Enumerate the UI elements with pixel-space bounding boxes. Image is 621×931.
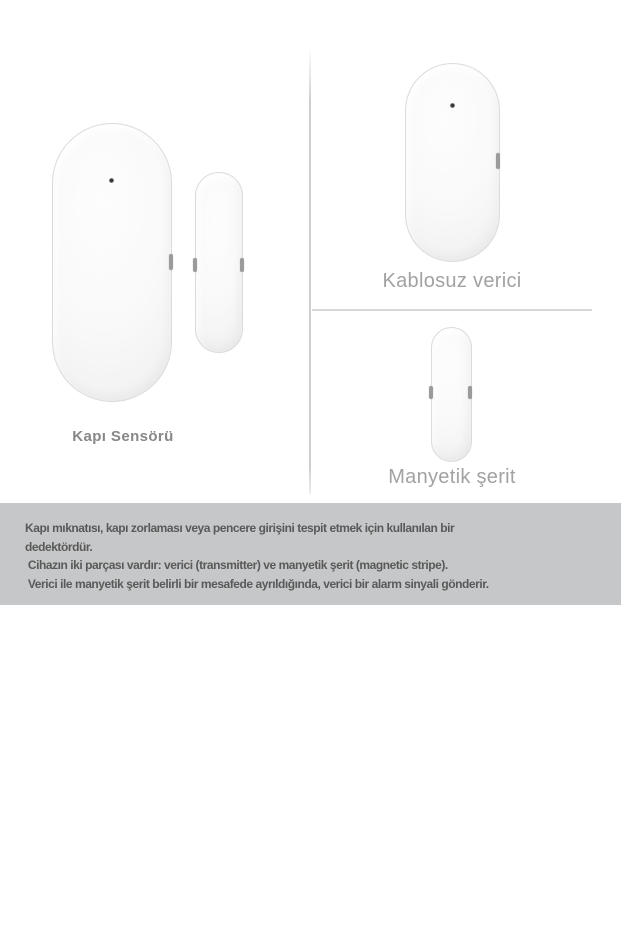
side-button-notch bbox=[169, 254, 173, 270]
description-line: Cihazın iki parçası vardır: verici (transmitter) ve manyetik şerit (magnetic stripe). bbox=[25, 558, 448, 573]
led-indicator bbox=[109, 178, 114, 183]
magnetic-stripe-left-notch bbox=[429, 386, 433, 399]
transmitter-led-indicator bbox=[450, 103, 455, 108]
description-line: Kapı mıknatısı, kapı zorlaması veya pencere girişini tespit etmek için kullanılan bir bbox=[25, 521, 455, 535]
vertical-divider bbox=[309, 48, 311, 494]
description-line: dedektördür. bbox=[25, 539, 93, 554]
description-line: Verici ile manyetik şerit belirli bir mesafede ayrıldığında, verici bir alarm sinyali gönderir. bbox=[25, 576, 489, 591]
sensor-main-body bbox=[52, 123, 172, 402]
horizontal-divider bbox=[312, 309, 592, 311]
description-panel bbox=[0, 503, 621, 605]
stripe-left-notch bbox=[193, 258, 197, 272]
door-sensor-caption: Kapı Sensörü bbox=[72, 428, 174, 445]
transmitter-side-notch bbox=[496, 153, 500, 169]
magnetic-stripe-right-notch bbox=[468, 386, 472, 399]
stripe-right-notch bbox=[240, 258, 244, 272]
magnet-stripe-part bbox=[195, 172, 243, 353]
transmitter-body bbox=[405, 63, 500, 262]
transmitter-caption: Kablosuz verici bbox=[382, 270, 522, 292]
magnetic-stripe-body bbox=[431, 327, 472, 462]
magnetic-stripe-caption: Manyetik şerit bbox=[388, 466, 516, 488]
